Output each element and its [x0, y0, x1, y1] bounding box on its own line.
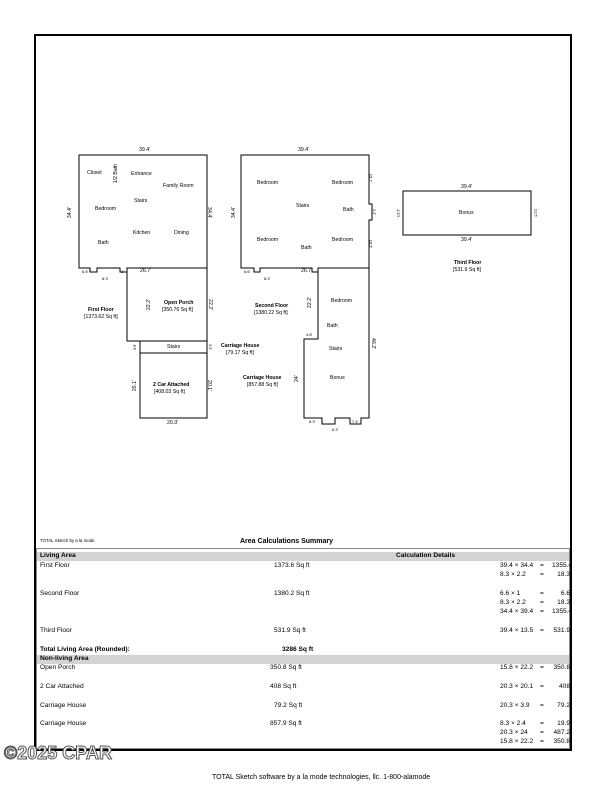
- calc-result: 531.9: [553, 627, 570, 634]
- row-name: Open Porch: [40, 664, 76, 671]
- room-kitchen: Kitchen: [133, 230, 151, 236]
- row-area: 408 Sq ft: [270, 683, 297, 690]
- second-bottom-left-dim: 8.3': [264, 276, 271, 281]
- carriage-big-area: [857.88 Sq ft]: [247, 382, 278, 388]
- third-right-dim: 13.5': [533, 208, 539, 218]
- carriage-small-right-dim: 3.9': [208, 343, 214, 351]
- room-bath-2b: Bath: [301, 245, 312, 251]
- third-top-dim: 39.4': [461, 184, 473, 190]
- calc-eq: =: [540, 562, 544, 569]
- calculation-details-header: Calculation Details: [396, 552, 455, 559]
- row-name: Third Floor: [40, 627, 72, 634]
- first-notch-left: 6.6': [82, 269, 89, 274]
- row-name: Second Floor: [40, 590, 80, 597]
- carriage-big-top-notch: 4.8': [306, 332, 313, 337]
- room-family: Family Room: [163, 183, 194, 189]
- calc-formula: 8.3 × 2.2: [500, 571, 526, 578]
- row-area: 79.2 Sq ft: [274, 702, 303, 709]
- third-floor-area: [531.9 Sq ft]: [453, 267, 481, 273]
- calc-formula: 20.3 × 24: [500, 729, 528, 736]
- carriage-big-bottom-right: 7.4': [352, 419, 359, 424]
- room-bedroom-2d: Bedroom: [332, 237, 354, 243]
- calc-result: 487.2: [553, 729, 570, 736]
- third-bottom-dim: 39.4': [461, 237, 473, 243]
- calc-formula: 34.4 × 39.4: [500, 608, 534, 615]
- second-bottom-mid-dim: 26.7': [301, 268, 313, 274]
- calc-eq: =: [540, 664, 544, 671]
- calc-result: 1355.4: [552, 562, 573, 569]
- first-bottom-mid-dim: 26.7': [140, 268, 152, 274]
- porch-area: [350.76 Sq ft]: [162, 307, 193, 313]
- third-floor-name: Third Floor: [454, 260, 482, 266]
- second-right-dim-1: 15.7': [368, 173, 374, 183]
- room-closet: Closet: [87, 170, 102, 176]
- carriage-big-left-dim-1: 22.2': [306, 297, 313, 309]
- second-left-dim: 34.4': [230, 207, 237, 219]
- living-header-bar: [37, 552, 569, 561]
- second-floor-outline: [241, 155, 372, 272]
- calc-result: 6.6: [560, 590, 570, 597]
- sketch-credit: TOTAL Sketch by a la mode: [40, 538, 95, 543]
- calc-eq: =: [540, 627, 544, 634]
- calc-formula: 8.3 × 2.2: [500, 599, 526, 606]
- calc-formula: 8.3 × 2.4: [500, 720, 526, 727]
- calc-result: 79.2: [557, 702, 570, 709]
- calc-formula: 15.8 × 22.2: [500, 738, 534, 745]
- nonliving-area-header: Non-living Area: [40, 655, 89, 662]
- total-living-value: 3286 Sq ft: [282, 646, 314, 653]
- carriage-small-stairs: Stairs: [167, 344, 181, 350]
- room-bedroom-2b: Bedroom: [332, 180, 354, 186]
- carriage-small-area: [79.17 Sq ft]: [226, 350, 254, 356]
- room-bedroom-ch: Bedroom: [331, 298, 353, 304]
- room-bonus-ch: Bonus: [330, 375, 345, 381]
- third-left-dim: 13.5': [395, 208, 401, 218]
- calc-result: 1355.4: [552, 608, 573, 615]
- calc-eq: =: [540, 720, 544, 727]
- room-bath-1: Bath: [98, 240, 109, 246]
- carriage-small-name: Carriage House: [221, 343, 260, 349]
- summary-title: Area Calculations Summary: [240, 538, 333, 545]
- room-bedroom-1: Bedroom: [95, 206, 117, 212]
- first-floor-area: [1373.62 Sq ft]: [84, 314, 118, 320]
- carriage-small-left-dim: 3.9': [132, 343, 138, 351]
- room-dining: Dining: [174, 230, 189, 236]
- row-name: Carriage House: [40, 702, 87, 709]
- calc-result: 408: [558, 683, 570, 690]
- first-floor-name: First Floor: [88, 307, 114, 313]
- carriage-big-bottom-mid: 6.3': [332, 427, 339, 432]
- garage-name: 2 Car Attached: [153, 382, 190, 388]
- first-bottom-left-dim: 8.3': [102, 276, 109, 281]
- nonliving-header-bar: [37, 655, 569, 664]
- first-left-dim: 34.4': [66, 207, 73, 219]
- calc-result: 350.8: [553, 664, 570, 671]
- room-bath-ch: Bath: [327, 323, 338, 329]
- first-top-dim: 39.4': [139, 147, 151, 153]
- second-floor-name: Second Floor: [255, 303, 289, 309]
- garage-area: [408.03 Sq ft]: [154, 389, 185, 395]
- calc-formula: 39.4 × 13.5: [500, 627, 534, 634]
- calc-eq: =: [540, 590, 544, 597]
- room-bath-2a: Bath: [343, 207, 354, 213]
- row-area: 1380.2 Sq ft: [274, 590, 310, 597]
- row-area: 1373.6 Sq ft: [274, 562, 310, 569]
- room-half-bath: 1/2 Bath: [113, 163, 120, 184]
- row-name: Carriage House: [40, 720, 87, 727]
- porch-name: Open Porch: [164, 300, 194, 306]
- carriage-big-left-dim-2: 24': [293, 375, 300, 382]
- area-calculations-table: [36, 548, 573, 749]
- porch-right-dim: 22.2': [207, 299, 214, 311]
- calc-eq: =: [540, 571, 544, 578]
- calc-result: 19.9: [557, 720, 570, 727]
- second-right-dim-3: 16.5': [368, 239, 374, 249]
- second-right-dim-2: 2.2': [372, 208, 378, 216]
- garage-left-dim: 20.1': [131, 380, 138, 392]
- calc-result: 350.8: [553, 738, 570, 745]
- row-area: 857.9 Sq ft: [270, 720, 302, 727]
- first-right-dim: 34.4': [206, 207, 213, 219]
- cpar-watermark: ©2025 CPAR: [4, 743, 112, 763]
- calc-formula: 20.3 × 20.1: [500, 683, 534, 690]
- room-bedroom-2c: Bedroom: [257, 237, 279, 243]
- calc-formula: 39.4 × 34.4: [500, 562, 534, 569]
- room-bedroom-2a: Bedroom: [257, 180, 279, 186]
- row-name: 2 Car Attached: [40, 683, 84, 690]
- second-floor-area: [1380.22 Sq ft]: [254, 310, 288, 316]
- carriage-big-bottom-left: 8.3': [309, 419, 316, 424]
- calc-formula: 15.8 × 22.2: [500, 664, 534, 671]
- carriage-big-name: Carriage House: [243, 375, 282, 381]
- room-entrance: Entrance: [131, 171, 152, 177]
- calc-formula: 6.6 × 1: [500, 590, 521, 597]
- calc-eq: =: [540, 729, 544, 736]
- second-notch-dim: 6.6': [244, 269, 251, 274]
- calc-eq: =: [540, 702, 544, 709]
- row-name: First Floor: [40, 562, 70, 569]
- room-stairs-2: Stairs: [296, 203, 310, 209]
- carriage-big-right-dim: 46.2': [370, 338, 377, 350]
- calc-formula: 20.3 × 3.9: [500, 702, 530, 709]
- room-bonus-3: Bonus: [459, 210, 474, 216]
- porch-left-dim: 22.2': [145, 299, 152, 311]
- calc-eq: =: [540, 599, 544, 606]
- room-stairs-ch: Stairs: [329, 346, 343, 352]
- calc-eq: =: [540, 608, 544, 615]
- calc-result: 18.3: [557, 599, 570, 606]
- row-area: 531.9 Sq ft: [274, 627, 306, 634]
- garage-right-dim: 20.1': [206, 380, 213, 392]
- living-area-header: Living Area: [40, 552, 76, 559]
- calc-result: 18.3: [557, 571, 570, 578]
- calc-eq: =: [540, 683, 544, 690]
- first-notch-right: 1': [121, 269, 124, 274]
- room-stairs-1: Stairs: [134, 198, 148, 204]
- second-top-dim: 39.4': [298, 147, 310, 153]
- row-area: 350.8 Sq ft: [270, 664, 302, 671]
- footer-text: TOTAL Sketch software by a la mode technologies, llc. 1-800-alamode: [212, 774, 431, 781]
- total-living-label: Total Living Area (Rounded):: [40, 646, 130, 653]
- calc-eq: =: [540, 738, 544, 745]
- garage-bottom-dim: 20.3': [167, 420, 179, 426]
